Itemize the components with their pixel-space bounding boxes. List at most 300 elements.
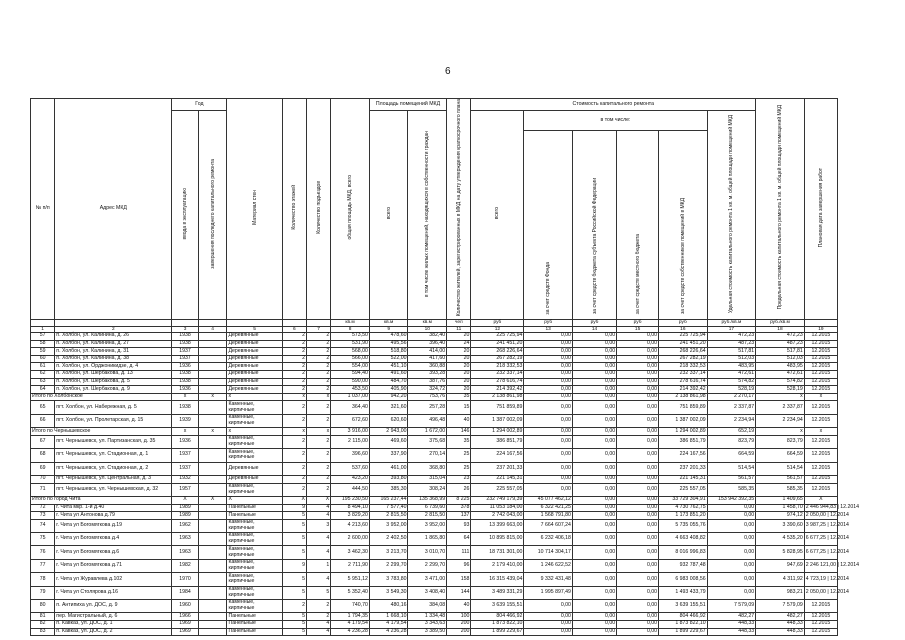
table-cell: 0,00 — [707, 559, 756, 572]
table-cell: 0,00 — [572, 355, 616, 363]
table-row — [31, 628, 838, 636]
table-cell: 0,00 — [572, 600, 616, 613]
col-floors-header: Количество этажей — [282, 99, 306, 320]
table-cell: 3 829,20 — [331, 512, 370, 520]
table-cell: 315,04 — [408, 475, 447, 483]
address-cell: пгт. Холбон, ул. Пролетарская, д. 15 — [55, 414, 172, 427]
table-cell: 0,00 — [572, 483, 616, 496]
table-cell: 58 — [31, 340, 55, 348]
table-cell: x — [198, 428, 227, 436]
col-no-header: № п/п — [31, 99, 55, 320]
table-cell: 483,95 — [756, 363, 805, 371]
unit-cell: чел — [447, 320, 471, 327]
table-cell — [198, 512, 227, 520]
table-cell: 561,57 — [707, 475, 756, 483]
table-cell: 4 535,20 — [756, 533, 805, 546]
table-cell: 0,00 — [572, 533, 616, 546]
table-cell: 67 — [31, 435, 55, 448]
table-cell: 0,00 — [572, 340, 616, 348]
table-row — [31, 533, 838, 546]
table-cell: 573,50 — [331, 333, 370, 341]
table-cell: 2 — [282, 435, 306, 448]
table-cell: 1 409,65 — [756, 496, 805, 504]
table-cell: 528,19 — [707, 386, 756, 394]
table-cell: 1 568 791,80 — [524, 512, 573, 520]
column-number-cell: 7 — [306, 326, 330, 333]
table-cell: 804 466,92 — [659, 613, 708, 621]
table-cell: x — [172, 428, 198, 436]
table-cell: 12.2015 — [804, 414, 837, 427]
table-cell: x — [227, 428, 282, 436]
table-cell: 528,19 — [756, 386, 805, 394]
column-number-cell: 15 — [617, 326, 659, 333]
table-cell: 823,79 — [756, 435, 805, 448]
table-cell: 0,00 — [524, 393, 573, 401]
table-cell: 1966 — [172, 613, 198, 621]
table-cell: 514,54 — [756, 462, 805, 475]
table-cell: 77 — [31, 559, 55, 572]
column-number-cell: 18 — [756, 326, 805, 333]
table-cell: 2 600,00 — [331, 533, 370, 546]
table-cell: 414,00 — [408, 348, 447, 356]
unit-cell: кв.м — [331, 320, 370, 327]
table-cell: 0,00 — [617, 355, 659, 363]
table-cell: 1 458,70 — [756, 504, 805, 512]
table-cell: 2 179 410,00 — [471, 559, 524, 572]
table-cell: 2 234,94 — [756, 414, 805, 427]
table-cell: 5 — [282, 546, 306, 559]
table-cell: 78 — [31, 573, 55, 586]
table-cell: 0,00 — [617, 621, 659, 629]
table-cell: 12.2015 — [804, 333, 837, 341]
table-cell: 1989 — [172, 512, 198, 520]
table-cell: 6 232 406,18 — [524, 533, 573, 546]
table-cell: 278 616,74 — [659, 378, 708, 386]
table-cell: 237 201,33 — [659, 462, 708, 475]
table-cell: 1969 — [172, 621, 198, 629]
address-cell: пгт. Чернышевск, ул. Стадионная, д. 2 — [55, 462, 172, 475]
table-cell: 0,00 — [617, 348, 659, 356]
table-cell: 2 138 861,98 — [659, 393, 708, 401]
table-cell: 2 — [282, 401, 306, 414]
table-cell: 0,00 — [617, 613, 659, 621]
table-cell: 135 368,99 — [408, 496, 447, 504]
table-cell: Каменные, кирпичные — [227, 414, 282, 427]
table-cell: 5 951,12 — [331, 573, 370, 586]
table-cell: 1 — [306, 559, 330, 572]
table-cell: 2 — [282, 462, 306, 475]
table-cell — [198, 483, 227, 496]
subtotal-label: Итого по Холбонское — [31, 393, 172, 401]
table-cell: 364,40 — [331, 401, 370, 414]
table-cell: 444,50 — [331, 483, 370, 496]
table-cell: 453,50 — [331, 386, 370, 394]
table-cell: 278 616,74 — [471, 378, 524, 386]
table-cell: 2 299,70 — [408, 559, 447, 572]
table-cell: 417,60 — [408, 355, 447, 363]
table-cell: 5 — [282, 628, 306, 636]
table-cell: 386 851,79 — [471, 435, 524, 448]
table-body — [31, 332, 860, 636]
table-cell: 0,00 — [572, 573, 616, 586]
table-cell: 0,00 — [572, 371, 616, 379]
col-year-commission-header: ввода в эксплуатацию — [172, 111, 198, 320]
table-cell: 82 — [31, 621, 55, 629]
table-cell: 4 723,19 | 12.2014 — [804, 573, 837, 586]
table-row — [31, 435, 838, 448]
table-cell: 3 408,40 — [408, 586, 447, 599]
table-cell: 1 246 622,52 — [524, 559, 573, 572]
table-row — [31, 401, 838, 414]
table-cell: 2 — [306, 462, 330, 475]
table-cell: 393,28 — [408, 371, 447, 379]
table-cell: 6 677,25 | 12.2014 — [804, 546, 837, 559]
table-cell: 482,27 — [756, 613, 805, 621]
table-cell: 3 952,00 — [408, 519, 447, 532]
table-cell: 200 — [447, 621, 471, 629]
table-row — [31, 355, 838, 363]
table-cell: 75 — [31, 533, 55, 546]
table-cell: 378 — [447, 504, 471, 512]
table-cell: 3 389,50 — [408, 628, 447, 636]
table-cell: 0,00 — [617, 340, 659, 348]
table-cell: 2 234,94 — [707, 414, 756, 427]
table-cell: 5 — [282, 621, 306, 629]
table-cell: 1 995 897,49 — [524, 586, 573, 599]
table-cell: 9 — [282, 504, 306, 512]
table-cell: 3 010,70 — [408, 546, 447, 559]
table-cell: x — [282, 428, 306, 436]
table-cell: 0,00 — [707, 573, 756, 586]
table-cell: 0,00 — [572, 613, 616, 621]
table-cell: 224 167,56 — [471, 449, 524, 462]
table-cell — [198, 533, 227, 546]
table-cell: 3 916,00 — [331, 428, 370, 436]
table-cell: 33 729 304,91 — [659, 496, 708, 504]
table-cell: 2 — [282, 414, 306, 427]
table-cell: 11 053 184,00 — [471, 504, 524, 512]
table-cell: 2 — [306, 378, 330, 386]
table-cell: Каменные, кирпичные — [227, 600, 282, 613]
table-cell: 1 899 229,67 — [659, 628, 708, 636]
table-cell — [198, 462, 227, 475]
table-cell: 385,30 — [369, 483, 408, 496]
table-cell: 20 — [447, 378, 471, 386]
table-cell: 568,00 — [331, 348, 370, 356]
table-cell: 4 — [306, 504, 330, 512]
table-cell: 2 138 861,98 — [471, 393, 524, 401]
table-cell: 652,19 — [707, 428, 756, 436]
table-cell: 974,12 — [756, 512, 805, 520]
table-cell: 3 549,30 — [369, 586, 408, 599]
table-cell: 0,00 — [572, 559, 616, 572]
address-cell: г. Чита ул Богомягкова д.6 — [55, 546, 172, 559]
table-cell: 26 — [447, 483, 471, 496]
table-cell: Панельные — [227, 613, 282, 621]
table-cell: 0,00 — [617, 573, 659, 586]
table-cell: 241 451,20 — [471, 340, 524, 348]
table-cell: 664,59 — [707, 449, 756, 462]
table-cell: 0,00 — [617, 401, 659, 414]
table-cell: 93 — [447, 519, 471, 532]
table-cell: 375,68 — [408, 435, 447, 448]
table-cell: 66 — [31, 414, 55, 427]
table-cell: 5 828,95 — [756, 546, 805, 559]
table-cell: 1937 — [172, 449, 198, 462]
table-cell: 12.2015 — [804, 449, 837, 462]
table-row — [31, 504, 838, 512]
table-cell: 0,00 — [524, 600, 573, 613]
table-cell: 0,00 — [617, 628, 659, 636]
table-cell: 448,33 — [707, 628, 756, 636]
table-cell: 0,00 — [707, 533, 756, 546]
table-cell: 2 742 043,00 — [471, 512, 524, 520]
table-cell: Деревянные — [227, 340, 282, 348]
table-cell: 483,95 — [707, 363, 756, 371]
table-cell: 942,20 — [369, 393, 408, 401]
table-cell: 2 — [306, 435, 330, 448]
table-cell: 12.2015 — [804, 363, 837, 371]
table-cell: x — [306, 428, 330, 436]
table-cell: x — [282, 393, 306, 401]
table-cell: 0,00 — [707, 586, 756, 599]
table-cell: 472,23 — [756, 333, 805, 341]
column-number-cell: 17 — [707, 326, 756, 333]
table-cell: 2 — [282, 449, 306, 462]
table-cell: 8 016 996,83 — [659, 546, 708, 559]
table-cell: 0,00 — [572, 435, 616, 448]
table-cell: Деревянные — [227, 378, 282, 386]
table-cell: 823,79 — [707, 435, 756, 448]
table-cell: 2 — [306, 613, 330, 621]
table-cell: 0,00 — [617, 600, 659, 613]
table-cell: 3 390,60 — [756, 519, 805, 532]
table-cell: 79 — [31, 586, 55, 599]
table-cell: 1 672,00 — [408, 428, 447, 436]
table-row — [31, 483, 838, 496]
page-number: 6 — [445, 66, 451, 77]
table-cell: 4 663 408,82 — [659, 533, 708, 546]
table-cell: 1963 — [172, 546, 198, 559]
table-cell: 61 — [31, 363, 55, 371]
table-cell: 0,00 — [572, 348, 616, 356]
table-cell: 4 311,92 — [756, 573, 805, 586]
table-cell: 480,16 — [369, 600, 408, 613]
table-cell: x — [804, 428, 837, 436]
table-cell: 5 735 055,76 — [659, 519, 708, 532]
table-cell: 484,70 — [369, 378, 408, 386]
table-cell: 70 — [31, 475, 55, 483]
table-cell: 491,60 — [369, 371, 408, 379]
table-cell: 482,27 — [707, 613, 756, 621]
table-cell: 0,00 — [572, 519, 616, 532]
column-number-cell: 11 — [447, 326, 471, 333]
table-cell: 25 — [447, 462, 471, 475]
table-cell: 72 — [31, 504, 55, 512]
table-cell: 0,00 — [572, 414, 616, 427]
table-cell: 73 — [31, 512, 55, 520]
subtotal-row — [31, 393, 838, 401]
table-cell: 3 462,30 — [331, 546, 370, 559]
table-cell: 0,00 — [617, 333, 659, 341]
table-cell: 5 352,40 — [331, 586, 370, 599]
table-cell: 144 — [447, 586, 471, 599]
table-cell: 0,00 — [617, 393, 659, 401]
table-cell: 2 — [282, 371, 306, 379]
table-cell: 1 334,48 — [408, 613, 447, 621]
table-cell: 268 226,64 — [471, 348, 524, 356]
column-number-cell: 1 — [31, 326, 55, 333]
table-cell: 74 — [31, 519, 55, 532]
unit-cell: руб — [572, 320, 616, 327]
table-cell: 218 332,53 — [471, 363, 524, 371]
table-cell: 0,00 — [617, 512, 659, 520]
table-cell: 2 246 121,00 | 12.2014 — [804, 559, 837, 572]
table-cell: 0,00 — [572, 333, 616, 341]
table-cell — [198, 475, 227, 483]
table-cell — [198, 414, 227, 427]
table-cell: 0,00 — [617, 386, 659, 394]
table-cell: 267 282,19 — [471, 355, 524, 363]
col-wall-material-header: Материал стен — [227, 99, 282, 320]
table-cell: 2 — [306, 371, 330, 379]
table-cell: 3 — [306, 519, 330, 532]
table-cell: 0,00 — [524, 355, 573, 363]
table-cell — [198, 449, 227, 462]
table-cell: 40 — [447, 414, 471, 427]
table-cell: 3 213,70 — [369, 546, 408, 559]
table-cell: 566,00 — [331, 355, 370, 363]
table-cell: 23 — [447, 475, 471, 483]
table-cell: X — [227, 496, 282, 504]
table-cell: 308,24 — [408, 483, 447, 496]
table-cell: 0,00 — [572, 428, 616, 436]
table-cell: 2 — [282, 333, 306, 341]
unit-cell: руб — [524, 320, 573, 327]
table-cell: 514,54 — [707, 462, 756, 475]
table-cell: Деревянные — [227, 333, 282, 341]
table-cell: 232 337,14 — [471, 371, 524, 379]
unit-cell: руб — [617, 320, 659, 327]
table-cell: 751 859,89 — [659, 401, 708, 414]
table-cell: 517,81 — [707, 348, 756, 356]
table-cell: 1938 — [172, 340, 198, 348]
address-cell: г. Чита ул Антонова д.79 — [55, 512, 172, 520]
table-cell: 40 — [447, 600, 471, 613]
table-cell: 423,20 — [331, 475, 370, 483]
table-cell: 12.2015 — [804, 386, 837, 394]
table-cell: 1937 — [172, 348, 198, 356]
table-cell: 0,00 — [617, 483, 659, 496]
table-cell: 0,00 — [617, 462, 659, 475]
table-cell: 932 787,48 — [659, 559, 708, 572]
table-cell: 2 — [282, 600, 306, 613]
table-cell: 225 557,05 — [659, 483, 708, 496]
table-cell: 76 — [31, 546, 55, 559]
table-cell — [198, 546, 227, 559]
col-year-last-repair-header: завершения последнего капитального ремонта — [198, 111, 227, 320]
table-row — [31, 573, 838, 586]
table-cell: 268 226,64 — [659, 348, 708, 356]
table-cell: 472,61 — [756, 371, 805, 379]
table-cell: 4 — [306, 533, 330, 546]
col-cost-subject-header: за счет средств бюджета субъекта Российской Федерации — [572, 131, 616, 320]
table-cell: 5 — [306, 586, 330, 599]
table-cell: Панельные — [227, 504, 282, 512]
table-cell — [198, 586, 227, 599]
address-cell: п. Антипиха ул. ДОС, д. 9 — [55, 600, 172, 613]
table-cell: 0,00 — [572, 378, 616, 386]
table-cell: 1960 — [172, 600, 198, 613]
table-cell: Панельные — [227, 621, 282, 629]
table-cell — [198, 628, 227, 636]
col-unit-cost-header: Удельная стоимость капитального ремонта 1 кв. м. общей площади помещений МКД — [707, 111, 756, 320]
table-row — [31, 546, 838, 559]
table-cell: 0,00 — [524, 371, 573, 379]
table-cell: Деревянные — [227, 355, 282, 363]
col-premises-group-header: Площадь помещений МКД — [369, 99, 446, 111]
table-row — [31, 414, 838, 427]
table-cell — [198, 378, 227, 386]
table-cell: 1989 — [172, 504, 198, 512]
table-row — [31, 348, 838, 356]
table-cell: 5 — [282, 533, 306, 546]
table-cell: 20 — [447, 355, 471, 363]
table-cell: 2 — [282, 475, 306, 483]
table-cell: Деревянные — [227, 363, 282, 371]
address-cell: г. Чита мкр. 1-й д.40 — [55, 504, 172, 512]
table-cell: 512,03 — [756, 355, 805, 363]
table-cell: 12.2015 — [804, 462, 837, 475]
table-cell: 0,00 — [572, 393, 616, 401]
table-cell: 0,00 — [524, 462, 573, 475]
table-cell: Каменные, кирпичные — [227, 533, 282, 546]
table-cell: 12.2015 — [804, 348, 837, 356]
table-cell: 0,00 — [572, 628, 616, 636]
table-cell: 8 225 — [447, 496, 471, 504]
table-cell: 396,60 — [331, 449, 370, 462]
table-cell: 241 451,20 — [659, 340, 708, 348]
unit-cell: руб./кв.м — [756, 320, 805, 327]
table-cell: 2 711,90 — [331, 559, 370, 572]
table-cell: 0,00 — [617, 533, 659, 546]
address-cell: п. Холбон, ул. Калинина, д. 38 — [55, 355, 172, 363]
table-cell: 68 — [31, 449, 55, 462]
table-cell: 12.2015 — [804, 340, 837, 348]
table-cell: Деревянные — [227, 475, 282, 483]
table-cell: 1938 — [172, 333, 198, 341]
table-cell: 0,00 — [617, 586, 659, 599]
table-cell: 2 — [306, 340, 330, 348]
table-cell: 0,00 — [524, 483, 573, 496]
table-cell: 257,28 — [408, 401, 447, 414]
column-number-cell: 12 — [471, 326, 524, 333]
table-cell: 0,00 — [524, 378, 573, 386]
table-cell: 1969 — [172, 628, 198, 636]
table-cell: 451,10 — [369, 363, 408, 371]
table-cell: 12.2015 — [804, 613, 837, 621]
table-cell — [198, 355, 227, 363]
address-cell: п. Холбон, ул. Шербакова, д. 9 — [55, 386, 172, 394]
table-cell: 0,00 — [572, 363, 616, 371]
table-cell: 12.2015 — [804, 355, 837, 363]
table-cell — [198, 600, 227, 613]
table-cell: 2 943,00 — [369, 428, 408, 436]
table-cell: 368,80 — [408, 462, 447, 475]
table-cell: 9 — [282, 559, 306, 572]
table-cell: 0,00 — [524, 435, 573, 448]
table-cell: 3 639 155,51 — [659, 600, 708, 613]
